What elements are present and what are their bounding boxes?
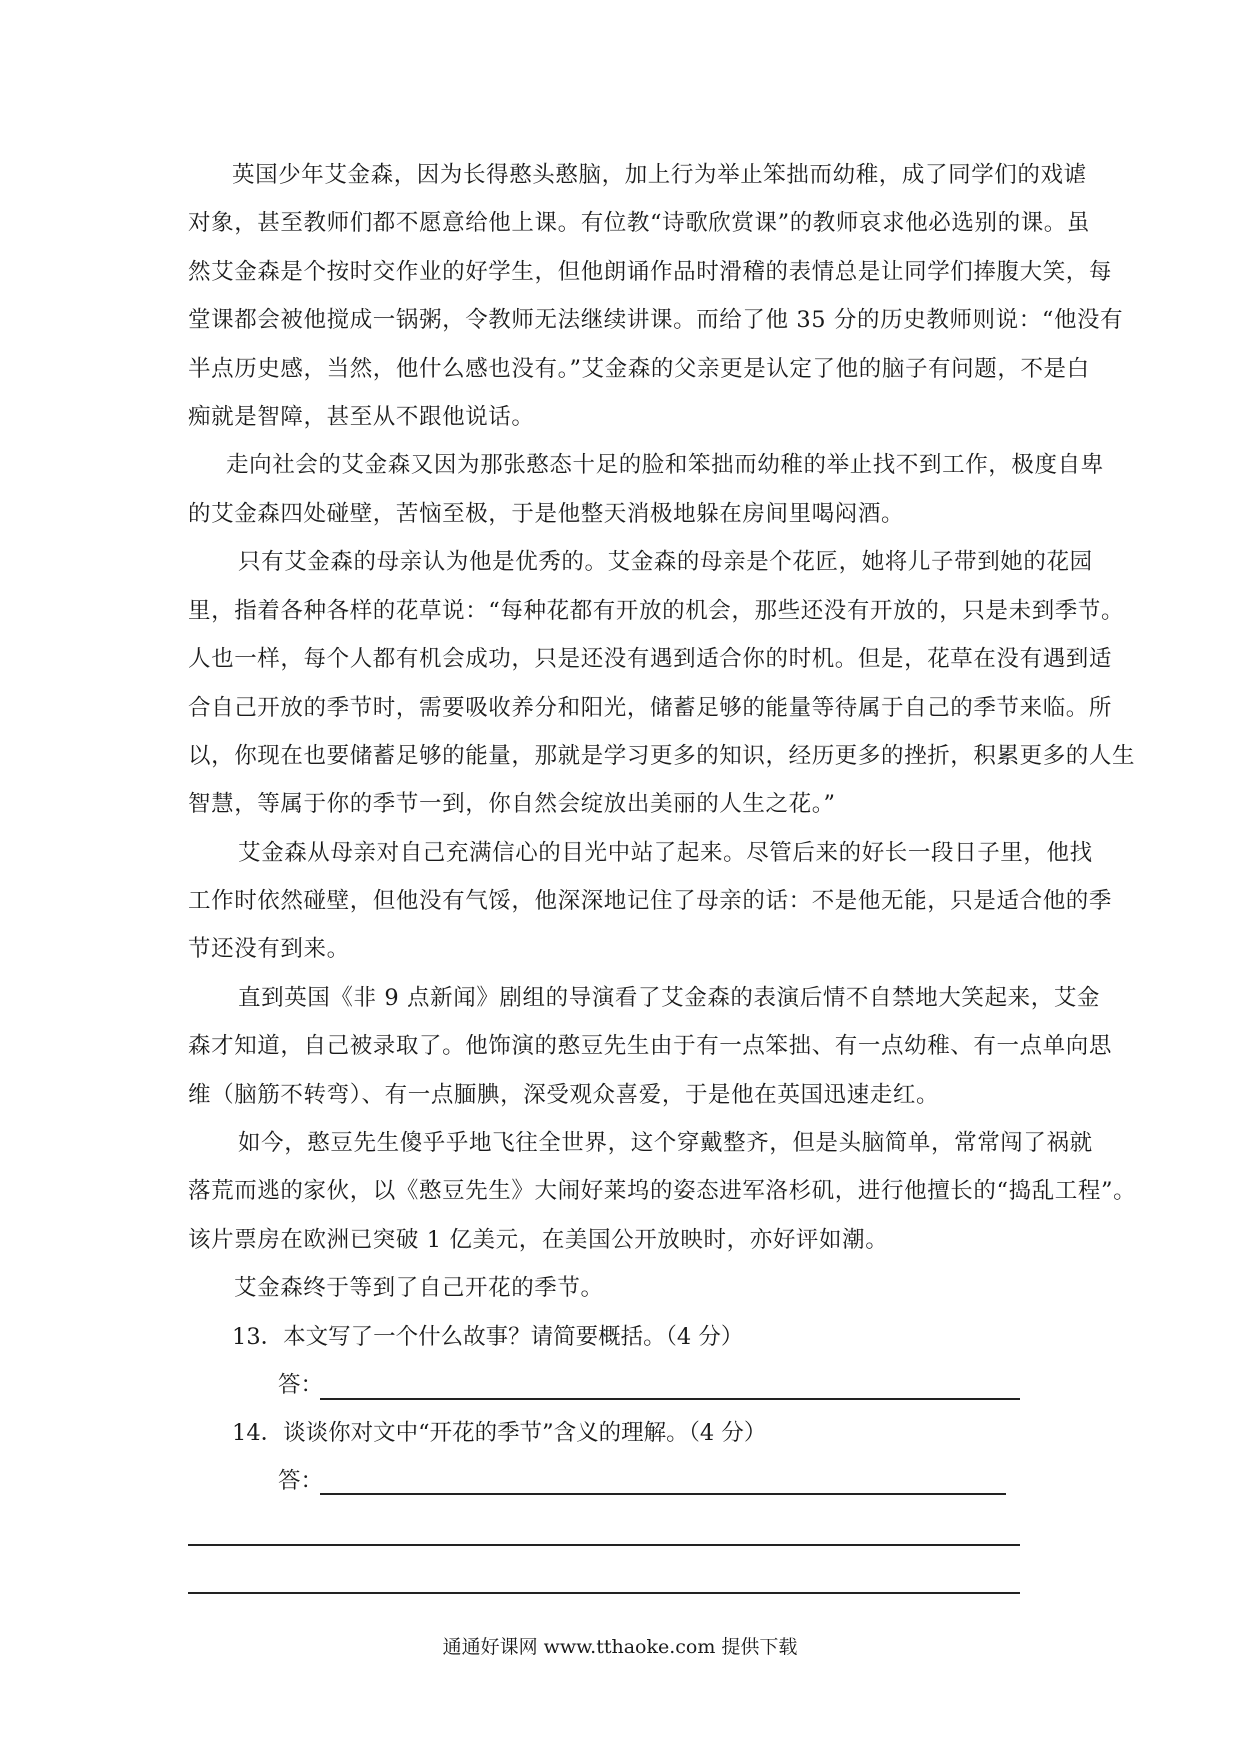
- p1-line-2: 对象，甚至教师们都不愿意给他上课。有位教“诗歌欣赏课”的教师哀求他必选别的课。虽: [188, 210, 1091, 236]
- p3-line-3: 人也一样，每个人都有机会成功，只是还没有遇到适合你的时机。但是，花草在没有遇到适: [188, 646, 1113, 672]
- p4-line-1: 艾金森从母亲对自己充满信心的目光中站了起来。尽管后来的好长一段日子里，他找: [238, 840, 1093, 866]
- p1-line-3: 然艾金森是个按时交作业的好学生，但他朗诵作品时滑稽的表情总是让同学们捧腹大笑，每: [188, 259, 1113, 285]
- p1-line-6: 痴就是智障，甚至从不跟他说话。: [188, 404, 535, 430]
- p4-line-2: 工作时依然碰壁，但他没有气馁，他深深地记住了母亲的话：不是他无能，只是适合他的季: [188, 888, 1113, 914]
- p5-line-3: 维（脑筋不转弯）、有一点腼腆，深受观众喜爱，于是他在英国迅速走红。: [188, 1082, 940, 1108]
- answer-line-14-3[interactable]: [188, 1592, 1020, 1594]
- p6-line-1: 如今，憨豆先生傻乎乎地飞往全世界，这个穿戴整齐，但是头脑简单，常常闯了祸就: [238, 1130, 1093, 1156]
- p3-line-5: 以，你现在也要储蓄足够的能量，那就是学习更多的知识，经历更多的挫折，积累更多的人生: [188, 743, 1136, 769]
- p7-line-1: 艾金森终于等到了自己开花的季节。: [234, 1275, 604, 1301]
- question-14: 14．谈谈你对文中“开花的季节”含义的理解。（4 分）: [232, 1420, 767, 1446]
- p6-line-2: 落荒而逃的家伙，以《憨豆先生》大闹好莱坞的姿态进军洛杉矶，进行他擅长的“捣乱工程”。: [188, 1178, 1137, 1204]
- p3-line-6: 智慧，等属于你的季节一到，你自然会绽放出美丽的人生之花。”: [188, 791, 836, 817]
- page-footer: 通通好课网 www.tthaoke.com 提供下载: [442, 1636, 798, 1658]
- p3-line-4: 合自己开放的季节时，需要吸收养分和阳光，储蓄足够的能量等待属于自己的季节来临。所: [188, 695, 1113, 721]
- p2-line-2: 的艾金森四处碰壁，苦恼至极，于是他整天消极地躲在房间里喝闷酒。: [188, 501, 905, 527]
- p4-line-3: 节还没有到来。: [188, 936, 350, 962]
- p1-line-1: 英国少年艾金森，因为长得憨头憨脑，加上行为举止笨拙而幼稚，成了同学们的戏谑: [232, 162, 1087, 188]
- p6-line-3: 该片票房在欧洲已突破 1 亿美元，在美国公开放映时，亦好评如潮。: [188, 1227, 889, 1253]
- p2-line-1: 走向社会的艾金森又因为那张憨态十足的脸和笨拙而幼稚的举止找不到工作，极度自卑: [226, 452, 1104, 478]
- p5-line-2: 森才知道，自己被录取了。他饰演的憨豆先生由于有一点笨拙、有一点幼稚、有一点单向思: [188, 1033, 1113, 1059]
- p1-line-5: 半点历史感，当然，他什么感也没有。”艾金森的父亲更是认定了他的脑子有问题，不是白: [188, 356, 1090, 382]
- answer-line-14[interactable]: [320, 1493, 1006, 1495]
- answer-label-14: 答：: [278, 1468, 324, 1494]
- answer-line-13[interactable]: [320, 1398, 1020, 1400]
- p5-line-1: 直到英国《非 9 点新闻》剧组的导演看了艾金森的表演后情不自禁地大笑起来，艾金: [238, 985, 1101, 1011]
- p1-line-4: 堂课都会被他搅成一锅粥，令教师无法继续讲课。而给了他 35 分的历史教师则说：“他没有: [188, 307, 1124, 333]
- question-13: 13．本文写了一个什么故事？请简要概括。（4 分）: [232, 1324, 744, 1350]
- p3-line-1: 只有艾金森的母亲认为他是优秀的。艾金森的母亲是个花匠，她将儿子带到她的花园: [238, 549, 1093, 575]
- p3-line-2: 里，指着各种各样的花草说：“每种花都有开放的机会，那些还没有开放的，只是未到季节。: [188, 598, 1125, 624]
- answer-line-14-2[interactable]: [188, 1544, 1020, 1546]
- answer-label-13: 答：: [278, 1372, 324, 1398]
